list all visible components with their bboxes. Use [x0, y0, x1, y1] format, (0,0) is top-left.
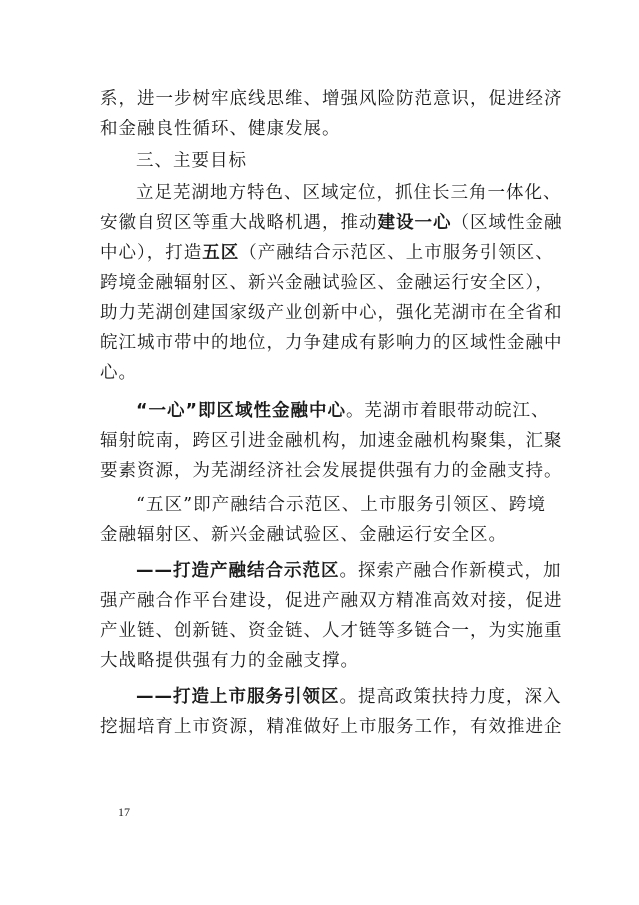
emphasis-text: “一心”即区域性金融中心: [136, 401, 347, 421]
paragraph-line-6: 跨境金融辐射区、新兴金融试验区、金融运行安全区），: [100, 273, 554, 293]
paragraph-line-8: 皖江城市带中的地位，力争建成有影响力的区域性金融中: [100, 333, 563, 353]
text-run: 。芜湖市着眼带动皖江、: [346, 401, 550, 421]
text-run: （区域性金融: [451, 213, 563, 233]
emphasis-text: 五区: [202, 243, 240, 263]
paragraph-line-1: 系，进一步树牢底线思维、增强风险防范意识，促进经济: [100, 89, 563, 109]
text-run: 。提高政策扶持力度，深入: [339, 687, 562, 707]
paragraph-line-20: 挖掘培育上市资源，精准做好上市服务工作，有效推进企: [100, 717, 563, 737]
section-heading: 三、主要目标: [136, 151, 247, 171]
emphasis-text: ——打造产融结合示范区: [136, 561, 340, 581]
emphasis-text: ——打造上市服务引领区: [136, 687, 340, 707]
paragraph-line-11: 辐射皖南，跨区引进金融机构，加速金融机构聚集，汇聚: [100, 431, 563, 451]
paragraph-line-13: “五区”即产融结合示范区、上市服务引领区、跨境: [136, 495, 546, 515]
paragraph-line-10: [136, 400, 550, 422]
paragraph-line-7: 助力芜湖创建国家级产业创新中心，强化芜湖市在全省和: [100, 303, 563, 323]
paragraph-line-3: 立足芜湖地方特色、区域定位，抓住长三角一体化、: [136, 183, 562, 203]
paragraph-line-9: 心。: [100, 363, 137, 383]
paragraph-line-15: [136, 560, 562, 582]
text-run: 安徽自贸区等重大战略机遇，推动: [100, 213, 378, 233]
paragraph-line-14: 金融辐射区、新兴金融试验区、金融运行安全区。: [100, 525, 507, 545]
paragraph-line-12: 要素资源，为芜湖经济社会发展提供强有力的金融支持。: [100, 461, 563, 481]
paragraph-line-2: 和金融良性循环、健康发展。: [100, 119, 341, 139]
emphasis-text: 建设一心: [377, 213, 452, 233]
paragraph-line-4: [100, 212, 563, 234]
paragraph-line-16: 强产融合作平台建设，促进产融双方精准高效对接，促进: [100, 591, 563, 611]
text-run: （产融结合示范区、上市服务引领区、: [239, 243, 554, 263]
paragraph-line-17: 产业链、创新链、资金链、人才链等多链合一，为实施重: [100, 621, 563, 641]
paragraph-line-5: [100, 242, 554, 264]
text-run: 。探索产融合作新模式，加: [339, 561, 562, 581]
text-run: 中心），打造: [100, 243, 203, 263]
page-number: 17: [118, 805, 130, 819]
paragraph-line-19: [136, 686, 562, 708]
paragraph-line-18: 大战略提供强有力的金融支撑。: [100, 651, 359, 671]
